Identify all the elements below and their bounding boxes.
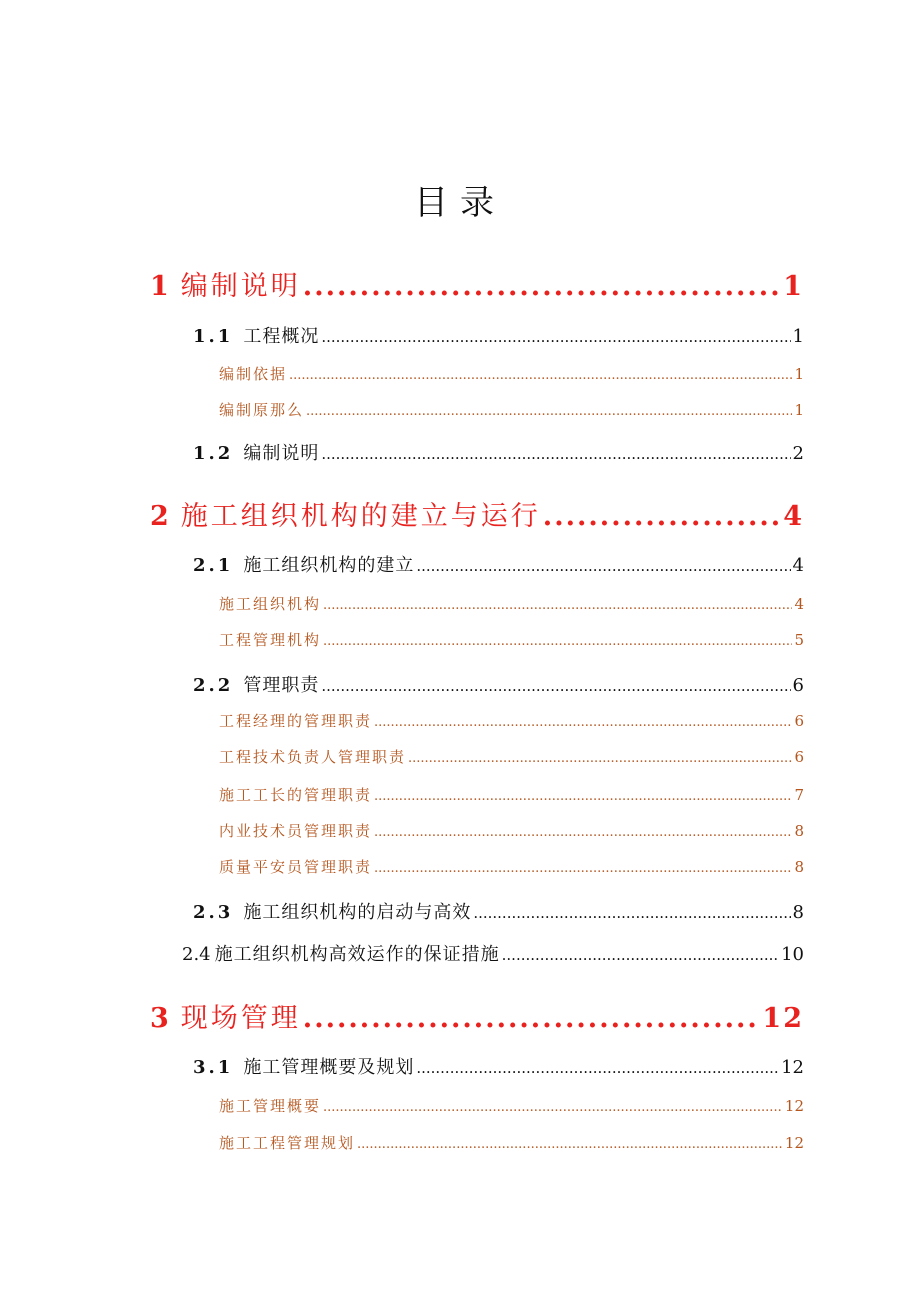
toc-entry-number: 2 [150, 501, 171, 532]
toc-entry-label: 内业技术员管理职责 [219, 822, 373, 840]
toc-entry-label: 工程技术负责人管理职责 [219, 748, 407, 766]
toc-entry-page: 2 [792, 443, 804, 464]
toc-dot-leader [408, 751, 792, 766]
toc-entry-page: 12 [762, 1003, 804, 1034]
toc-entry-number: 2.4 [182, 944, 211, 965]
toc-dot-leader [289, 368, 792, 383]
toc-entry-page: 4 [794, 595, 804, 613]
toc-entry-label: 施工组织机构的建立与运行 [180, 501, 541, 532]
toc-entry-label: 施工组织机构的启动与高效 [243, 902, 472, 923]
toc-entry-label: 现场管理 [180, 1003, 301, 1034]
toc-dot-leader [374, 789, 792, 804]
toc-entry-page: 8 [794, 822, 804, 840]
toc-dot-leader [303, 271, 781, 302]
toc-entry-page: 6 [792, 675, 804, 696]
toc-entry-page: 6 [794, 712, 804, 730]
toc-entry-label: 工程概况 [243, 326, 320, 347]
toc-entry-label: 质量平安员管理职责 [219, 858, 373, 876]
toc-dot-leader [543, 501, 781, 532]
toc-entry-label: 施工管理概要 [219, 1097, 322, 1115]
toc-entry-label: 编制依据 [219, 365, 288, 383]
toc-dot-leader [323, 1100, 783, 1115]
toc-dot-leader [374, 861, 792, 876]
toc-entry-item[interactable] [219, 593, 804, 617]
toc-entry-item[interactable] [219, 629, 804, 653]
toc-entry-item[interactable] [219, 363, 804, 387]
toc-entry-item[interactable] [219, 856, 804, 880]
toc-entry-section-2-3[interactable] [193, 898, 804, 926]
toc-entry-label: 编制原那么 [219, 401, 305, 419]
toc-dot-leader [306, 404, 792, 419]
toc-entry-number: 2.3 [193, 902, 234, 923]
toc-entry-number: 3 [150, 1003, 171, 1034]
toc-entry-page: 5 [794, 631, 804, 649]
toc-entry-section-2-1[interactable] [193, 551, 804, 579]
toc-entry-page: 1 [794, 365, 804, 383]
toc-entry-page: 8 [794, 858, 804, 876]
toc-dot-leader [473, 904, 790, 922]
toc-entry-item[interactable] [219, 1095, 804, 1119]
toc-entry-item[interactable] [219, 399, 804, 423]
toc-dot-leader [416, 557, 790, 575]
toc-dot-leader [321, 328, 790, 346]
toc-entry-number: 1.2 [193, 443, 234, 464]
toc-entry-label: 施工工长的管理职责 [219, 786, 373, 804]
toc-entry-page: 6 [794, 748, 804, 766]
toc-entry-label: 工程经理的管理职责 [219, 712, 373, 730]
toc-entry-page: 12 [784, 1134, 804, 1152]
toc-entry-page: 4 [783, 501, 804, 532]
toc-dot-leader [321, 677, 790, 695]
toc-entry-page: 1 [794, 401, 804, 419]
page-title: 目录 [414, 183, 506, 223]
toc-entry-label: 编制说明 [180, 271, 301, 302]
toc-dot-leader [321, 445, 790, 463]
toc-entry-label: 工程管理机构 [219, 631, 322, 649]
toc-entry-label: 管理职责 [243, 675, 320, 696]
toc-entry-page: 7 [794, 786, 804, 804]
toc-entry-chapter-2[interactable] [150, 494, 804, 534]
toc-entry-page: 1 [783, 271, 804, 302]
toc-entry-section-3-1[interactable] [193, 1053, 804, 1081]
toc-entry-page: 8 [792, 902, 804, 923]
toc-entry-label: 编制说明 [243, 443, 320, 464]
toc-entry-page: 4 [792, 555, 804, 576]
toc-entry-item[interactable] [219, 820, 804, 844]
toc-entry-page: 12 [781, 1057, 804, 1078]
toc-entry-section-1-2[interactable] [193, 439, 804, 467]
toc-entry-label: 施工组织机构的建立 [243, 555, 415, 576]
toc-dot-leader [357, 1137, 783, 1152]
toc-entry-page: 1 [792, 326, 804, 347]
toc-entry-page: 12 [784, 1097, 804, 1115]
toc-dot-leader [303, 1003, 761, 1034]
toc-dot-leader [502, 946, 779, 964]
toc-entry-section-2-2[interactable] [193, 671, 804, 699]
toc-entry-chapter-1[interactable] [150, 264, 804, 304]
toc-entry-label: 施工组织机构高效运作的保证措施 [214, 944, 500, 965]
toc-entry-number: 2.1 [193, 555, 234, 576]
toc-entry-item[interactable] [219, 746, 804, 770]
toc-entry-label: 施工组织机构 [219, 595, 322, 613]
toc-entry-item[interactable] [219, 710, 804, 734]
toc-entry-number: 3.1 [193, 1057, 234, 1078]
toc-entry-chapter-3[interactable] [150, 996, 804, 1036]
toc-entry-number: 2.2 [193, 675, 234, 696]
toc-entry-number: 1 [150, 271, 171, 302]
toc-dot-leader [374, 825, 792, 840]
toc-entry-label: 施工工程管理规划 [219, 1134, 356, 1152]
toc-entry-item[interactable] [219, 1132, 804, 1156]
toc-entry-section-2-4[interactable] [182, 940, 804, 968]
toc-entry-number: 1.1 [193, 326, 234, 347]
toc-dot-leader [416, 1059, 779, 1077]
toc-entry-label: 施工管理概要及规划 [243, 1057, 415, 1078]
toc-dot-leader [323, 598, 792, 613]
toc-entry-page: 10 [781, 944, 804, 965]
toc-dot-leader [374, 715, 792, 730]
toc-dot-leader [323, 634, 792, 649]
toc-entry-section-1-1[interactable] [193, 322, 804, 350]
toc-entry-item[interactable] [219, 784, 804, 808]
